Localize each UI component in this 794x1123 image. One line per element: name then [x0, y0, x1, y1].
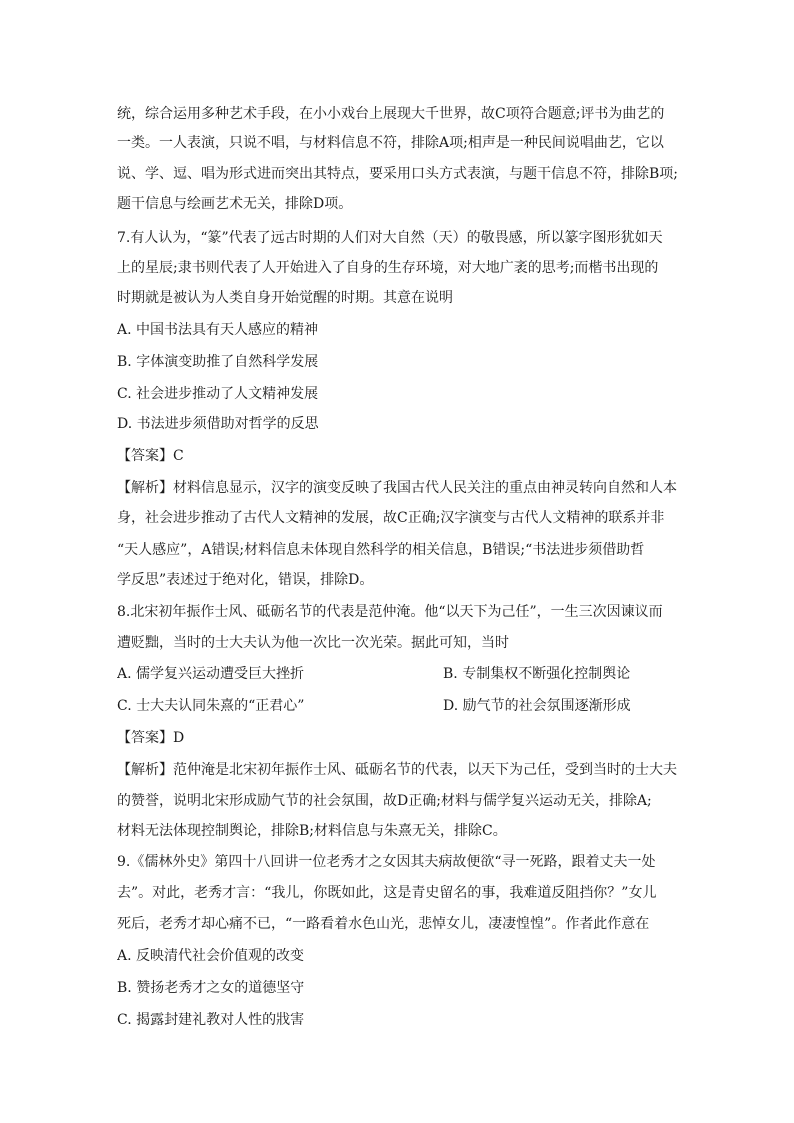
question-9-stem: 9.《儒林外史》第四十八回讲一位老秀才之女因其夫病故便欲“寻一死路，跟着丈夫一处 [117, 854, 656, 870]
question-8-stem: 遭贬黜，当时的士大夫认为他一次比一次光荣。据此可知，当时 [117, 635, 509, 651]
answer: 【答案】D [117, 730, 185, 746]
option-c: C. 揭露封建礼教对人性的戕害 [117, 1012, 305, 1028]
option-a: A. 反映清代社会价值观的改变 [117, 948, 305, 964]
analysis: 学反思”表述过于绝对化，错误，排除D。 [117, 572, 374, 588]
question-7-stem: 上的星辰;隶书则代表了人开始进入了自身的生存环境，对大地广袤的思考;而楷书出现的 [117, 260, 659, 276]
text-line: 统，综合运用多种艺术手段，在小小戏台上展现大千世界，故C项符合题意;评书为曲艺的 [117, 106, 665, 122]
question-9-stem: 死后，老秀才却心痛不已，“一路看着水色山光，悲悼女儿，凄凄惶惶”。作者此作意在 [117, 916, 650, 932]
question-7-stem: 时期就是被认为人类自身开始觉醒的时期。其意在说明 [117, 290, 453, 306]
text-line: 说、学、逗、唱为形式进而突出其特点，要采用口头方式表演，与题干信息不符，排除B项; [117, 166, 679, 182]
option-c: C. 士大夫认同朱熹的“正君心” [117, 698, 305, 714]
analysis: 【解析】材料信息显示，汉字的演变反映了我国古代人民关注的重点由神灵转向自然和人本 [117, 480, 677, 496]
option-b: B. 赞扬老秀才之女的道德坚守 [117, 980, 305, 996]
analysis: 的赞誉，说明北宋形成励气节的社会氛围，故D正确;材料与儒学复兴运动无关，排除A; [117, 793, 652, 809]
question-9-stem: 去”。对此，老秀才言：“我儿，你既如此，这是青史留名的事，我难道反阻挡你？”女儿 [117, 885, 657, 901]
question-8-stem: 8.北宋初年振作士风、砥砺名节的代表是范仲淹。他“以天下为己任”，一生三次因谏议而 [117, 604, 663, 620]
analysis: “天人感应”，A错误;材料信息未体现自然科学的相关信息，B错误;“书法进步须借助哲 [117, 542, 645, 558]
analysis: 材料无法体现控制舆论，排除B;材料信息与朱熹无关，排除C。 [117, 823, 507, 839]
text-line: 一类。一人表演，只说不唱，与材料信息不符，排除A项;相声是一种民间说唱曲艺，它以 [117, 135, 664, 151]
option-a: A. 儒学复兴运动遭受巨大挫折 [117, 666, 305, 682]
option-d: D. 励气节的社会氛围逐渐形成 [443, 698, 631, 714]
option-c: C. 社会进步推动了人文精神发展 [117, 386, 319, 402]
question-7-stem: 7.有人认为，“篆”代表了远古时期的人们对大自然（天）的敬畏感，所以篆字图形犹如天 [117, 230, 663, 246]
text-line: 题干信息与绘画艺术无关，排除D项。 [117, 196, 353, 212]
option-a: A. 中国书法具有天人感应的精神 [117, 322, 319, 338]
option-b: B. 专制集权不断强化控制舆论 [443, 666, 631, 682]
option-d: D. 书法进步须借助对哲学的反思 [117, 416, 319, 432]
answer: 【答案】C [117, 448, 184, 464]
option-b: B. 字体演变助推了自然科学发展 [117, 354, 319, 370]
analysis: 【解析】范仲淹是北宋初年振作士风、砥砺名节的代表，以天下为己任，受到当时的士大夫 [117, 762, 677, 778]
analysis: 身，社会进步推动了古代人文精神的发展，故C正确;汉字演变与古代人文精神的联系并非 [117, 510, 665, 526]
